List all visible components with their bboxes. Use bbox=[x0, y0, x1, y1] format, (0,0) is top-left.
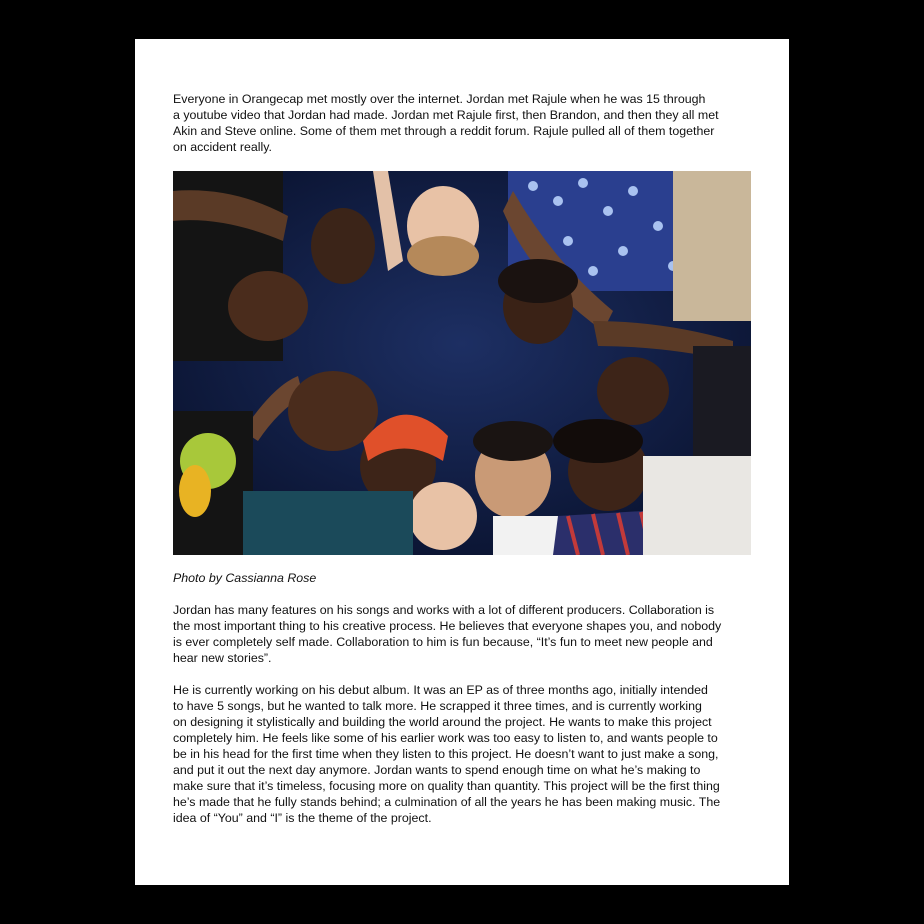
document-page bbox=[135, 39, 789, 885]
text-line: is ever completely self made. Collaboration to him is fun because, “It’s fun to meet new people and bbox=[173, 635, 713, 649]
text-line: be in his head for the first time when they listen to this project. He doesn’t want to just make a song, bbox=[173, 747, 719, 761]
group-photo bbox=[173, 171, 751, 555]
text-line: to have 5 songs, but he wanted to talk more. He scrapped it three times, and is currently working bbox=[173, 699, 702, 713]
text-line: Akin and Steve online. Some of them met through a reddit forum. Rajule pulled all of them together bbox=[173, 124, 715, 138]
photo-caption: Photo by Cassianna Rose bbox=[173, 571, 317, 585]
text-line: and put it out the next day anymore. Jordan wants to spend enough time on what he’s making to bbox=[173, 763, 701, 777]
text-line: Everyone in Orangecap met mostly over the internet. Jordan met Rajule when he was 15 through bbox=[173, 92, 706, 106]
text-line: he’s made that he fully stands behind; a culmination of all the years he has been making music. The bbox=[173, 795, 721, 809]
text-line: idea of “You” and “I” is the theme of the project. bbox=[173, 811, 432, 825]
paragraph-album bbox=[173, 682, 751, 826]
group-photo-illustration bbox=[173, 171, 751, 555]
paragraph-collaboration bbox=[173, 602, 751, 666]
text-line: make sure that it’s timeless, focusing more on quality than quantity. This project will be the first thing bbox=[173, 779, 720, 793]
text-line: He is currently working on his debut album. It was an EP as of three months ago, initially intended bbox=[173, 683, 708, 697]
text-line: the most important thing to his creative process. He believes that everyone shapes you, and nobody bbox=[173, 619, 722, 633]
text-line: hear new stories”. bbox=[173, 651, 272, 665]
text-line: completely him. He feels like some of his earlier work was too easy to listen to, and wants people to bbox=[173, 731, 718, 745]
text-line: Jordan has many features on his songs and works with a lot of different producers. Collaboration is bbox=[173, 603, 715, 617]
paragraph-intro bbox=[173, 91, 751, 155]
text-line: on designing it stylistically and building the world around the project. He wants to make this project bbox=[173, 715, 712, 729]
text-line: a youtube video that Jordan had made. Jordan met Rajule first, then Brandon, and then they all met bbox=[173, 108, 719, 122]
text-line: on accident really. bbox=[173, 140, 272, 154]
